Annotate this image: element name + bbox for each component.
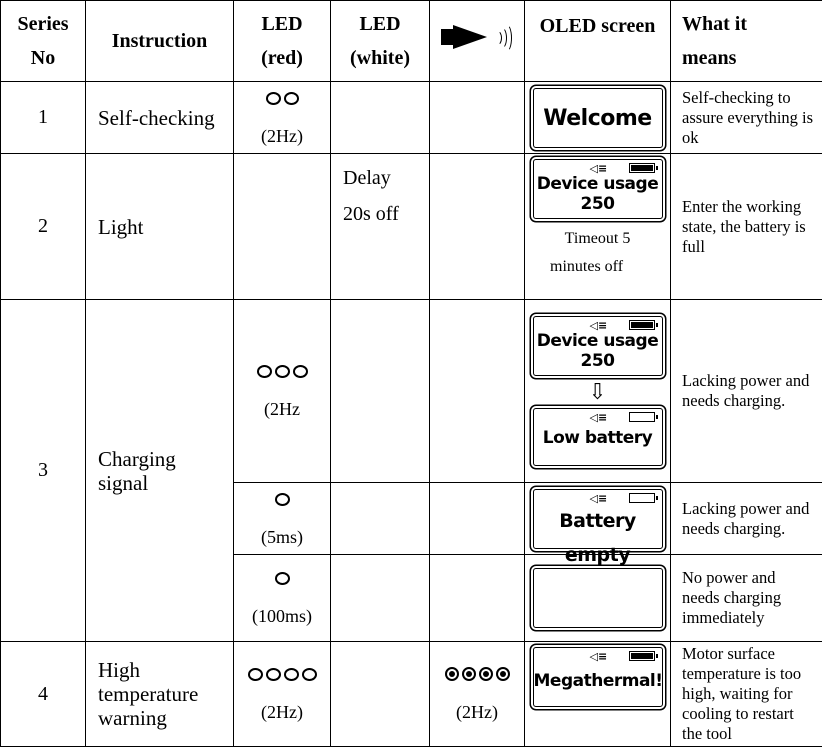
battery-icon: [629, 163, 655, 173]
light-icon: ◁≡: [590, 163, 608, 174]
led-blink-indicator: [275, 572, 290, 585]
oled-screen: [533, 408, 663, 466]
down-arrow-icon: ⇩: [532, 378, 663, 406]
oled-cell: [525, 82, 671, 154]
led-blink-indicator: [275, 493, 290, 506]
led-frequency: (5ms): [234, 527, 330, 548]
led-frequency: (2Hz): [234, 702, 330, 723]
table-row: [1, 642, 822, 747]
led-blink-indicator: [248, 668, 317, 681]
meaning-cell: Enter the working state, the battery is full: [671, 154, 822, 300]
oled-message: Low battery: [534, 423, 662, 453]
oled-message: Battery empty: [534, 504, 662, 572]
meaning-cell: Motor surface temperature is too high, waiting for cooling to restart the tool: [671, 642, 822, 747]
light-icon: ◁≡: [590, 651, 608, 662]
led-frequency: (100ms): [234, 606, 330, 627]
oled-message: Megathermal!: [534, 662, 662, 700]
header-instruction: Instruction: [86, 1, 234, 82]
light-icon: ◁≡: [590, 412, 608, 423]
header-led-white: LED (white): [331, 1, 430, 82]
speaker-sound-icon: [437, 21, 517, 51]
header-led-red: LED (red): [234, 1, 331, 82]
oled-screen: [533, 159, 663, 219]
led-red-cell: [234, 300, 331, 483]
series-number: 3: [1, 300, 86, 642]
led-frequency: (2Hz): [234, 126, 330, 147]
oled-screen: [533, 316, 663, 376]
oled-screen: [533, 489, 663, 549]
light-icon: ◁≡: [590, 320, 608, 331]
battery-icon: [629, 651, 655, 661]
led-red-cell: [234, 555, 331, 642]
buzzer-beep-indicator: [445, 667, 510, 681]
oled-message: Welcome: [534, 89, 662, 149]
oled-cell: [525, 300, 671, 483]
led-white-cell: [331, 642, 430, 747]
oled-screen: [533, 647, 663, 707]
led-red-cell: [234, 154, 331, 300]
battery-icon: [629, 412, 655, 422]
series-number: 1: [1, 82, 86, 154]
led-white-cell: [331, 555, 430, 642]
buzzer-cell: [430, 300, 525, 483]
oled-cell: [525, 154, 671, 300]
buzzer-cell: [430, 154, 525, 300]
buzzer-frequency: (2Hz): [430, 702, 524, 723]
table-header-row: [1, 1, 822, 82]
buzzer-cell: [430, 555, 525, 642]
led-red-cell: [234, 483, 331, 555]
header-meaning: What it means: [671, 1, 822, 82]
table-row: [1, 82, 822, 154]
led-white-cell: [331, 483, 430, 555]
oled-cell: [525, 555, 671, 642]
oled-screen-blank: [533, 568, 663, 628]
instruction-cell: High temperature warning: [86, 642, 234, 747]
led-red-cell: [234, 642, 331, 747]
timeout-note-cont: minutes off: [532, 257, 663, 277]
led-red-cell: [234, 82, 331, 154]
series-number: 4: [1, 642, 86, 747]
meaning-cell: Lacking power and needs charging.: [671, 300, 822, 483]
table-row: [1, 154, 822, 300]
buzzer-cell: [430, 82, 525, 154]
series-number: 2: [1, 154, 86, 300]
buzzer-cell: [430, 642, 525, 747]
light-icon: ◁≡: [590, 493, 608, 504]
oled-message: Device usage 250: [534, 331, 662, 371]
instruction-cell: Self-checking: [86, 82, 234, 154]
led-white-cell: [331, 300, 430, 483]
led-frequency: (2Hz: [234, 399, 330, 420]
buzzer-cell: [430, 483, 525, 555]
meaning-cell: Lacking power and needs charging.: [671, 483, 822, 555]
header-series-no: Series No: [1, 1, 86, 82]
oled-cell: [525, 483, 671, 555]
battery-icon: [629, 320, 655, 330]
led-white-cell: [331, 82, 430, 154]
instruction-cell: Charging signal: [86, 300, 234, 642]
timeout-note: Timeout 5: [532, 221, 663, 257]
oled-screen: [533, 88, 663, 148]
led-blink-indicator: [257, 365, 308, 378]
header-buzzer: [430, 1, 525, 82]
header-oled-screen: OLED screen: [525, 1, 671, 82]
led-white-cell: Delay 20s off: [331, 154, 430, 300]
meaning-cell: Self-checking to assure everything is ok: [671, 82, 822, 154]
meaning-cell: No power and needs charging immediately: [671, 555, 822, 642]
oled-message: Device usage 250: [534, 174, 662, 214]
table-row: [1, 300, 822, 483]
battery-icon: [629, 493, 655, 503]
led-blink-indicator: [266, 92, 299, 105]
instruction-cell: Light: [86, 154, 234, 300]
oled-cell: [525, 642, 671, 747]
